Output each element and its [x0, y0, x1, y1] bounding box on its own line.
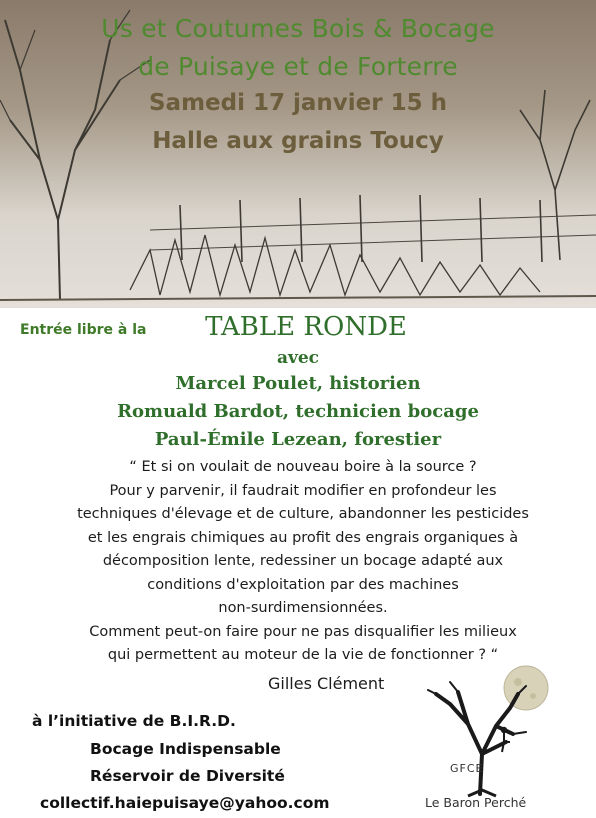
- quote-block: [30, 456, 576, 668]
- landscape-sketch: [0, 0, 596, 308]
- quote-line: Comment peut-on faire pour ne pas disqualifier les milieux: [89, 623, 517, 640]
- contact-email[interactable]: collectif.haiepuisaye@yahoo.com: [40, 794, 330, 812]
- quote-line: décomposition lente, redessiner un bocage adapté aux: [102, 553, 504, 569]
- quote-line: qui permettent au moteur de la vie de fonctionner ? “: [107, 647, 499, 663]
- baron-perche-logo: [418, 664, 568, 814]
- organization-line1: Bocage Indispensable: [90, 740, 281, 758]
- speaker-2: Romuald Bardot, technicien bocage: [117, 401, 479, 422]
- speaker-3: Paul-Émile Lezean, forestier: [154, 429, 442, 450]
- event-type-heading: TABLE RONDE: [205, 312, 407, 342]
- quote-line: “ Et si on voulait de nouveau boire à la source ?: [129, 459, 477, 475]
- quote-line: Pour y parvenir, il faudrait modifier en profondeur les: [109, 482, 497, 499]
- free-entry-label: Entrée libre à la: [20, 322, 147, 338]
- logo-name: Le Baron Perché: [425, 795, 527, 810]
- event-title-line2: de Puisaye et de Forterre: [138, 52, 458, 81]
- logo-acronym: GFCE: [450, 762, 484, 775]
- quote-line: techniques d'élevage et de culture, abandonner les pesticides: [77, 506, 529, 522]
- initiative-line: à l’initiative de B.I.R.D.: [32, 712, 236, 730]
- speaker-1: Marcel Poulet, historien: [175, 373, 421, 394]
- event-date-time: Samedi 17 janvier 15 h: [148, 90, 447, 116]
- event-place: Halle aux grains Toucy: [152, 128, 444, 154]
- with-label: avec: [276, 348, 320, 368]
- event-title-line1: Us et Coutumes Bois & Bocage: [101, 14, 495, 43]
- quote-line: conditions d'exploitation par des machines: [147, 576, 459, 593]
- quote-line: et les engrais chimiques au profit des engrais organiques à: [87, 529, 519, 546]
- quote-author: Gilles Clément: [268, 674, 385, 693]
- sketch-header-image: [0, 0, 596, 308]
- quote-line: non-surdimensionnées.: [218, 600, 388, 616]
- organization-line2: Réservoir de Diversité: [90, 767, 285, 785]
